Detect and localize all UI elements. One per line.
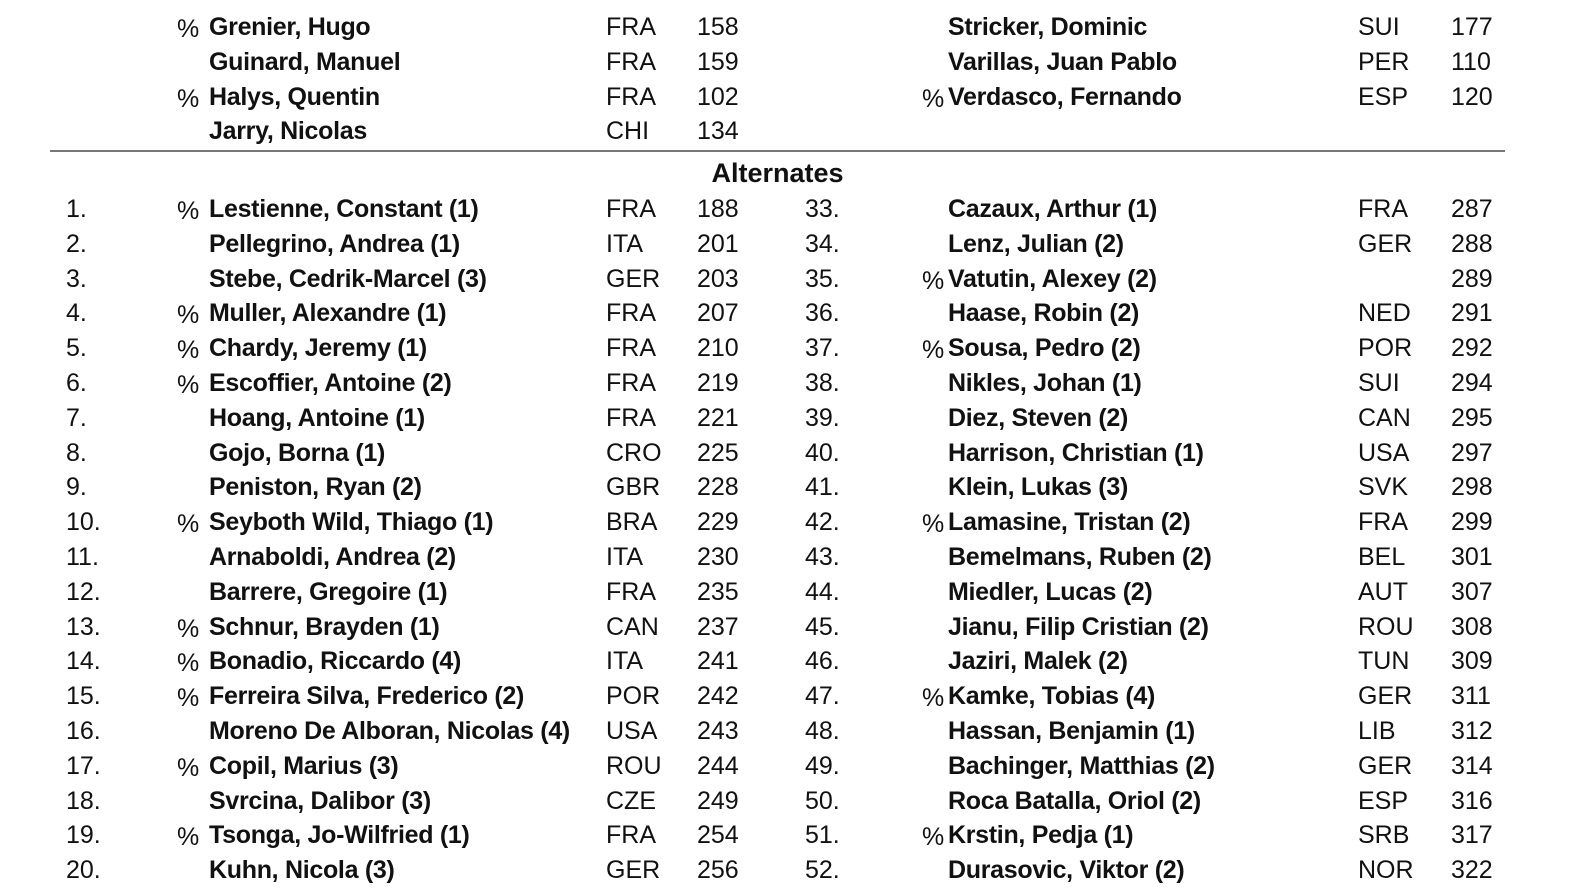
entry-flag: % (177, 301, 200, 330)
country-code: GER (1358, 751, 1413, 780)
section-divider (50, 150, 1505, 152)
entry-flag: % (177, 823, 200, 852)
alternate-number: 8. (66, 438, 87, 467)
country-code: FRA (606, 48, 656, 76)
player-name: Jaziri, Malek (2) (948, 647, 1128, 676)
alternate-number: 52. (805, 856, 840, 885)
country-code: TUN (1358, 647, 1410, 676)
alternate-number: 12. (66, 577, 101, 606)
country-code: FRA (1358, 195, 1408, 223)
entry-row (0, 10, 1582, 44)
alternate-row (0, 401, 1582, 435)
alternates-heading: Alternates (711, 158, 844, 188)
country-code: ESP (1358, 83, 1409, 111)
player-name: Muller, Alexandre (1) (209, 299, 447, 328)
player-name: Stebe, Cedrik-Marcel (3) (209, 264, 487, 293)
alternate-number: 3. (66, 264, 87, 293)
country-code: FRA (606, 13, 656, 41)
country-code: USA (1358, 438, 1410, 467)
alternate-number: 6. (66, 369, 87, 397)
country-code: POR (1358, 334, 1413, 363)
player-name: Vatutin, Alexey (2) (948, 264, 1157, 293)
entry-flag: % (177, 85, 200, 113)
alternate-row (0, 296, 1582, 330)
alternate-row (0, 749, 1582, 783)
ranking: 219 (697, 369, 739, 397)
entry-row (0, 45, 1582, 79)
player-name: Moreno De Alboran, Nicolas (4) (209, 717, 570, 745)
player-name: Klein, Lukas (3) (948, 473, 1128, 502)
player-name: Haase, Robin (2) (948, 299, 1140, 328)
player-name: Miedler, Lucas (2) (948, 577, 1153, 606)
alternate-number: 13. (66, 612, 101, 641)
entry-flag: % (177, 197, 200, 225)
entry-flag: % (177, 649, 200, 678)
alternate-number: 43. (805, 543, 840, 571)
country-code: GER (606, 264, 661, 293)
alternate-number: 2. (66, 229, 87, 258)
country-code: CHI (606, 117, 650, 145)
alternate-number: 50. (805, 786, 840, 815)
country-code: ESP (1358, 786, 1409, 815)
country-code: CRO (606, 438, 662, 467)
player-name: Cazaux, Arthur (1) (948, 195, 1157, 223)
alternate-row (0, 262, 1582, 296)
alternate-number: 37. (805, 334, 840, 363)
ranking: 297 (1451, 438, 1493, 467)
alternate-number: 45. (805, 612, 840, 641)
player-name: Stricker, Dominic (948, 13, 1148, 41)
alternate-row (0, 505, 1582, 539)
country-code: SUI (1358, 13, 1400, 41)
alternate-number: 51. (805, 821, 840, 850)
ranking: 292 (1451, 334, 1493, 363)
alternate-row (0, 679, 1582, 713)
alternate-number: 35. (805, 264, 840, 293)
alternate-row (0, 714, 1582, 748)
player-name: Krstin, Pedja (1) (948, 821, 1134, 850)
alternate-number: 16. (66, 717, 101, 745)
player-name: Hassan, Benjamin (1) (948, 717, 1195, 745)
player-name: Jarry, Nicolas (209, 117, 367, 145)
alternate-number: 41. (805, 473, 840, 502)
ranking: 314 (1451, 751, 1493, 780)
player-name: Peniston, Ryan (2) (209, 473, 422, 502)
alternate-number: 36. (805, 299, 840, 328)
ranking: 210 (697, 334, 739, 363)
entry-flag: % (177, 510, 200, 539)
alternate-number: 47. (805, 682, 840, 711)
alternate-number: 44. (805, 577, 840, 606)
player-name: Varillas, Juan Pablo (948, 48, 1177, 76)
alternate-row (0, 192, 1582, 226)
player-name: Roca Batalla, Oriol (2) (948, 786, 1201, 815)
alternate-row (0, 784, 1582, 818)
player-name: Diez, Steven (2) (948, 403, 1128, 432)
player-name: Jianu, Filip Cristian (2) (948, 612, 1209, 641)
player-name: Kamke, Tobias (4) (948, 682, 1155, 711)
country-code: PER (1358, 48, 1410, 76)
ranking: 312 (1451, 717, 1493, 745)
entry-flag: % (177, 614, 200, 643)
country-code: FRA (606, 334, 656, 363)
player-name: Durasovic, Viktor (2) (948, 856, 1185, 885)
alternate-number: 42. (805, 508, 840, 537)
player-name: Copil, Marius (3) (209, 751, 399, 780)
player-name: Lamasine, Tristan (2) (948, 508, 1191, 537)
alternate-row (0, 853, 1582, 887)
ranking: 311 (1451, 682, 1491, 711)
country-code: FRA (606, 195, 656, 223)
player-name: Guinard, Manuel (209, 48, 401, 76)
ranking: 316 (1451, 786, 1493, 815)
alternate-number: 34. (805, 229, 840, 258)
alternate-row (0, 227, 1582, 261)
country-code: FRA (606, 577, 656, 606)
country-code: ITA (606, 647, 644, 676)
player-name: Grenier, Hugo (209, 13, 371, 41)
alternate-number: 11. (66, 543, 99, 571)
country-code: NED (1358, 299, 1411, 328)
ranking: 225 (697, 438, 739, 467)
ranking: 299 (1451, 508, 1493, 537)
country-code: FRA (606, 403, 656, 432)
country-code: AUT (1358, 577, 1408, 606)
country-code: BRA (606, 508, 658, 537)
player-name: Tsonga, Jo-Wilfried (1) (209, 821, 470, 850)
ranking: 228 (697, 473, 739, 502)
country-code: ROU (606, 751, 662, 780)
country-code: LIB (1358, 717, 1396, 745)
country-code: GBR (606, 473, 661, 502)
player-name: Sousa, Pedro (2) (948, 334, 1141, 363)
ranking: 254 (697, 821, 739, 850)
entry-flag: % (922, 85, 945, 113)
entry-flag: % (177, 753, 200, 782)
player-name: Harrison, Christian (1) (948, 438, 1204, 467)
country-code: FRA (606, 299, 656, 328)
ranking: 235 (697, 577, 739, 606)
player-name: Lenz, Julian (2) (948, 229, 1124, 258)
player-name: Chardy, Jeremy (1) (209, 334, 427, 363)
alternate-number: 1. (66, 195, 87, 223)
player-name: Barrere, Gregoire (1) (209, 577, 448, 606)
ranking: 221 (697, 403, 739, 432)
alternate-number: 38. (805, 369, 840, 397)
alternate-row (0, 818, 1582, 852)
entry-flag: % (922, 336, 945, 365)
country-code: ITA (606, 543, 644, 571)
ranking: 188 (697, 195, 739, 223)
ranking: 322 (1451, 856, 1493, 885)
entry-flag: % (177, 684, 200, 713)
alternate-number: 46. (805, 647, 840, 676)
entry-flag: % (922, 266, 945, 295)
country-code: SUI (1358, 369, 1400, 397)
alternate-number: 15. (66, 682, 101, 711)
country-code: POR (606, 682, 661, 711)
country-code: SRB (1358, 821, 1410, 850)
country-code: FRA (606, 369, 656, 397)
ranking: 159 (697, 48, 739, 76)
player-name: Ferreira Silva, Frederico (2) (209, 682, 525, 711)
ranking: 288 (1451, 229, 1493, 258)
ranking: 229 (697, 508, 739, 537)
alternate-number: 18. (66, 786, 101, 815)
alternate-number: 39. (805, 403, 840, 432)
player-name: Bachinger, Matthias (2) (948, 751, 1215, 780)
player-name: Bonadio, Riccardo (4) (209, 647, 462, 676)
country-code: GER (606, 856, 661, 885)
country-code: CAN (606, 612, 659, 641)
player-name: Lestienne, Constant (1) (209, 195, 479, 223)
player-name: Arnaboldi, Andrea (2) (209, 543, 456, 571)
player-name: Escoffier, Antoine (2) (209, 369, 452, 397)
ranking: 291 (1451, 299, 1493, 328)
ranking: 201 (697, 229, 739, 258)
ranking: 244 (697, 751, 739, 780)
ranking: 317 (1451, 821, 1493, 850)
alternate-number: 14. (66, 647, 101, 676)
player-name: Bemelmans, Ruben (2) (948, 543, 1212, 571)
country-code: BEL (1358, 543, 1406, 571)
country-code: FRA (1358, 508, 1408, 537)
player-name: Seyboth Wild, Thiago (1) (209, 508, 494, 537)
ranking: 102 (697, 83, 739, 111)
alternate-row (0, 610, 1582, 644)
ranking: 294 (1451, 369, 1493, 397)
alternate-number: 49. (805, 751, 840, 780)
ranking: 177 (1451, 13, 1493, 41)
entry-row (0, 114, 1582, 148)
country-code: CAN (1358, 403, 1411, 432)
alternate-number: 19. (66, 821, 101, 850)
country-code: FRA (606, 821, 656, 850)
ranking: 241 (697, 647, 739, 676)
entry-flag: % (177, 336, 200, 365)
ranking: 307 (1451, 577, 1493, 606)
ranking: 249 (697, 786, 739, 815)
player-name: Schnur, Brayden (1) (209, 612, 440, 641)
country-code: SVK (1358, 473, 1409, 502)
player-name: Nikles, Johan (1) (948, 369, 1142, 397)
player-name: Svrcina, Dalibor (3) (209, 786, 431, 815)
ranking: 207 (697, 299, 739, 328)
ranking: 256 (697, 856, 739, 885)
entry-flag: % (177, 15, 200, 43)
entry-flag: % (922, 684, 945, 713)
player-name: Pellegrino, Andrea (1) (209, 229, 460, 258)
player-name: Verdasco, Fernando (948, 83, 1182, 111)
player-name: Halys, Quentin (209, 83, 380, 111)
ranking: 295 (1451, 403, 1493, 432)
country-code: GER (1358, 229, 1413, 258)
country-code: ITA (606, 229, 644, 258)
entry-flag: % (922, 823, 945, 852)
ranking: 120 (1451, 83, 1493, 111)
country-code: ROU (1358, 612, 1414, 641)
ranking: 203 (697, 264, 739, 293)
player-name: Hoang, Antoine (1) (209, 403, 425, 432)
ranking: 301 (1451, 543, 1493, 571)
alternate-number: 10. (66, 508, 101, 537)
country-code: FRA (606, 83, 656, 111)
alternate-number: 17. (66, 751, 101, 780)
alternate-row (0, 540, 1582, 574)
ranking: 308 (1451, 612, 1493, 641)
country-code: CZE (606, 786, 656, 815)
player-name: Gojo, Borna (1) (209, 438, 386, 467)
alternate-row (0, 366, 1582, 400)
alternate-number: 7. (66, 403, 87, 432)
alternate-number: 40. (805, 438, 840, 467)
alternate-row (0, 470, 1582, 504)
alternate-number: 4. (66, 299, 87, 328)
ranking: 287 (1451, 195, 1493, 223)
ranking: 158 (697, 13, 739, 41)
alternate-number: 33. (805, 195, 840, 223)
alternate-row (0, 644, 1582, 678)
alternate-row (0, 575, 1582, 609)
ranking: 230 (697, 543, 739, 571)
ranking: 134 (697, 117, 739, 145)
alternate-number: 9. (66, 473, 87, 502)
entry-row (0, 80, 1582, 114)
alternate-row (0, 331, 1582, 365)
alternate-number: 20. (66, 856, 101, 885)
ranking: 289 (1451, 264, 1493, 293)
alternate-row (0, 436, 1582, 470)
ranking: 110 (1451, 48, 1491, 76)
ranking: 237 (697, 612, 739, 641)
player-name: Kuhn, Nicola (3) (209, 856, 395, 885)
alternate-number: 5. (66, 334, 87, 363)
ranking: 309 (1451, 647, 1493, 676)
entry-flag: % (177, 371, 200, 399)
alternate-number: 48. (805, 717, 840, 745)
ranking: 298 (1451, 473, 1493, 502)
entry-flag: % (922, 510, 945, 539)
country-code: GER (1358, 682, 1413, 711)
ranking: 243 (697, 717, 739, 745)
country-code: NOR (1358, 856, 1414, 885)
ranking: 242 (697, 682, 739, 711)
country-code: USA (606, 717, 658, 745)
